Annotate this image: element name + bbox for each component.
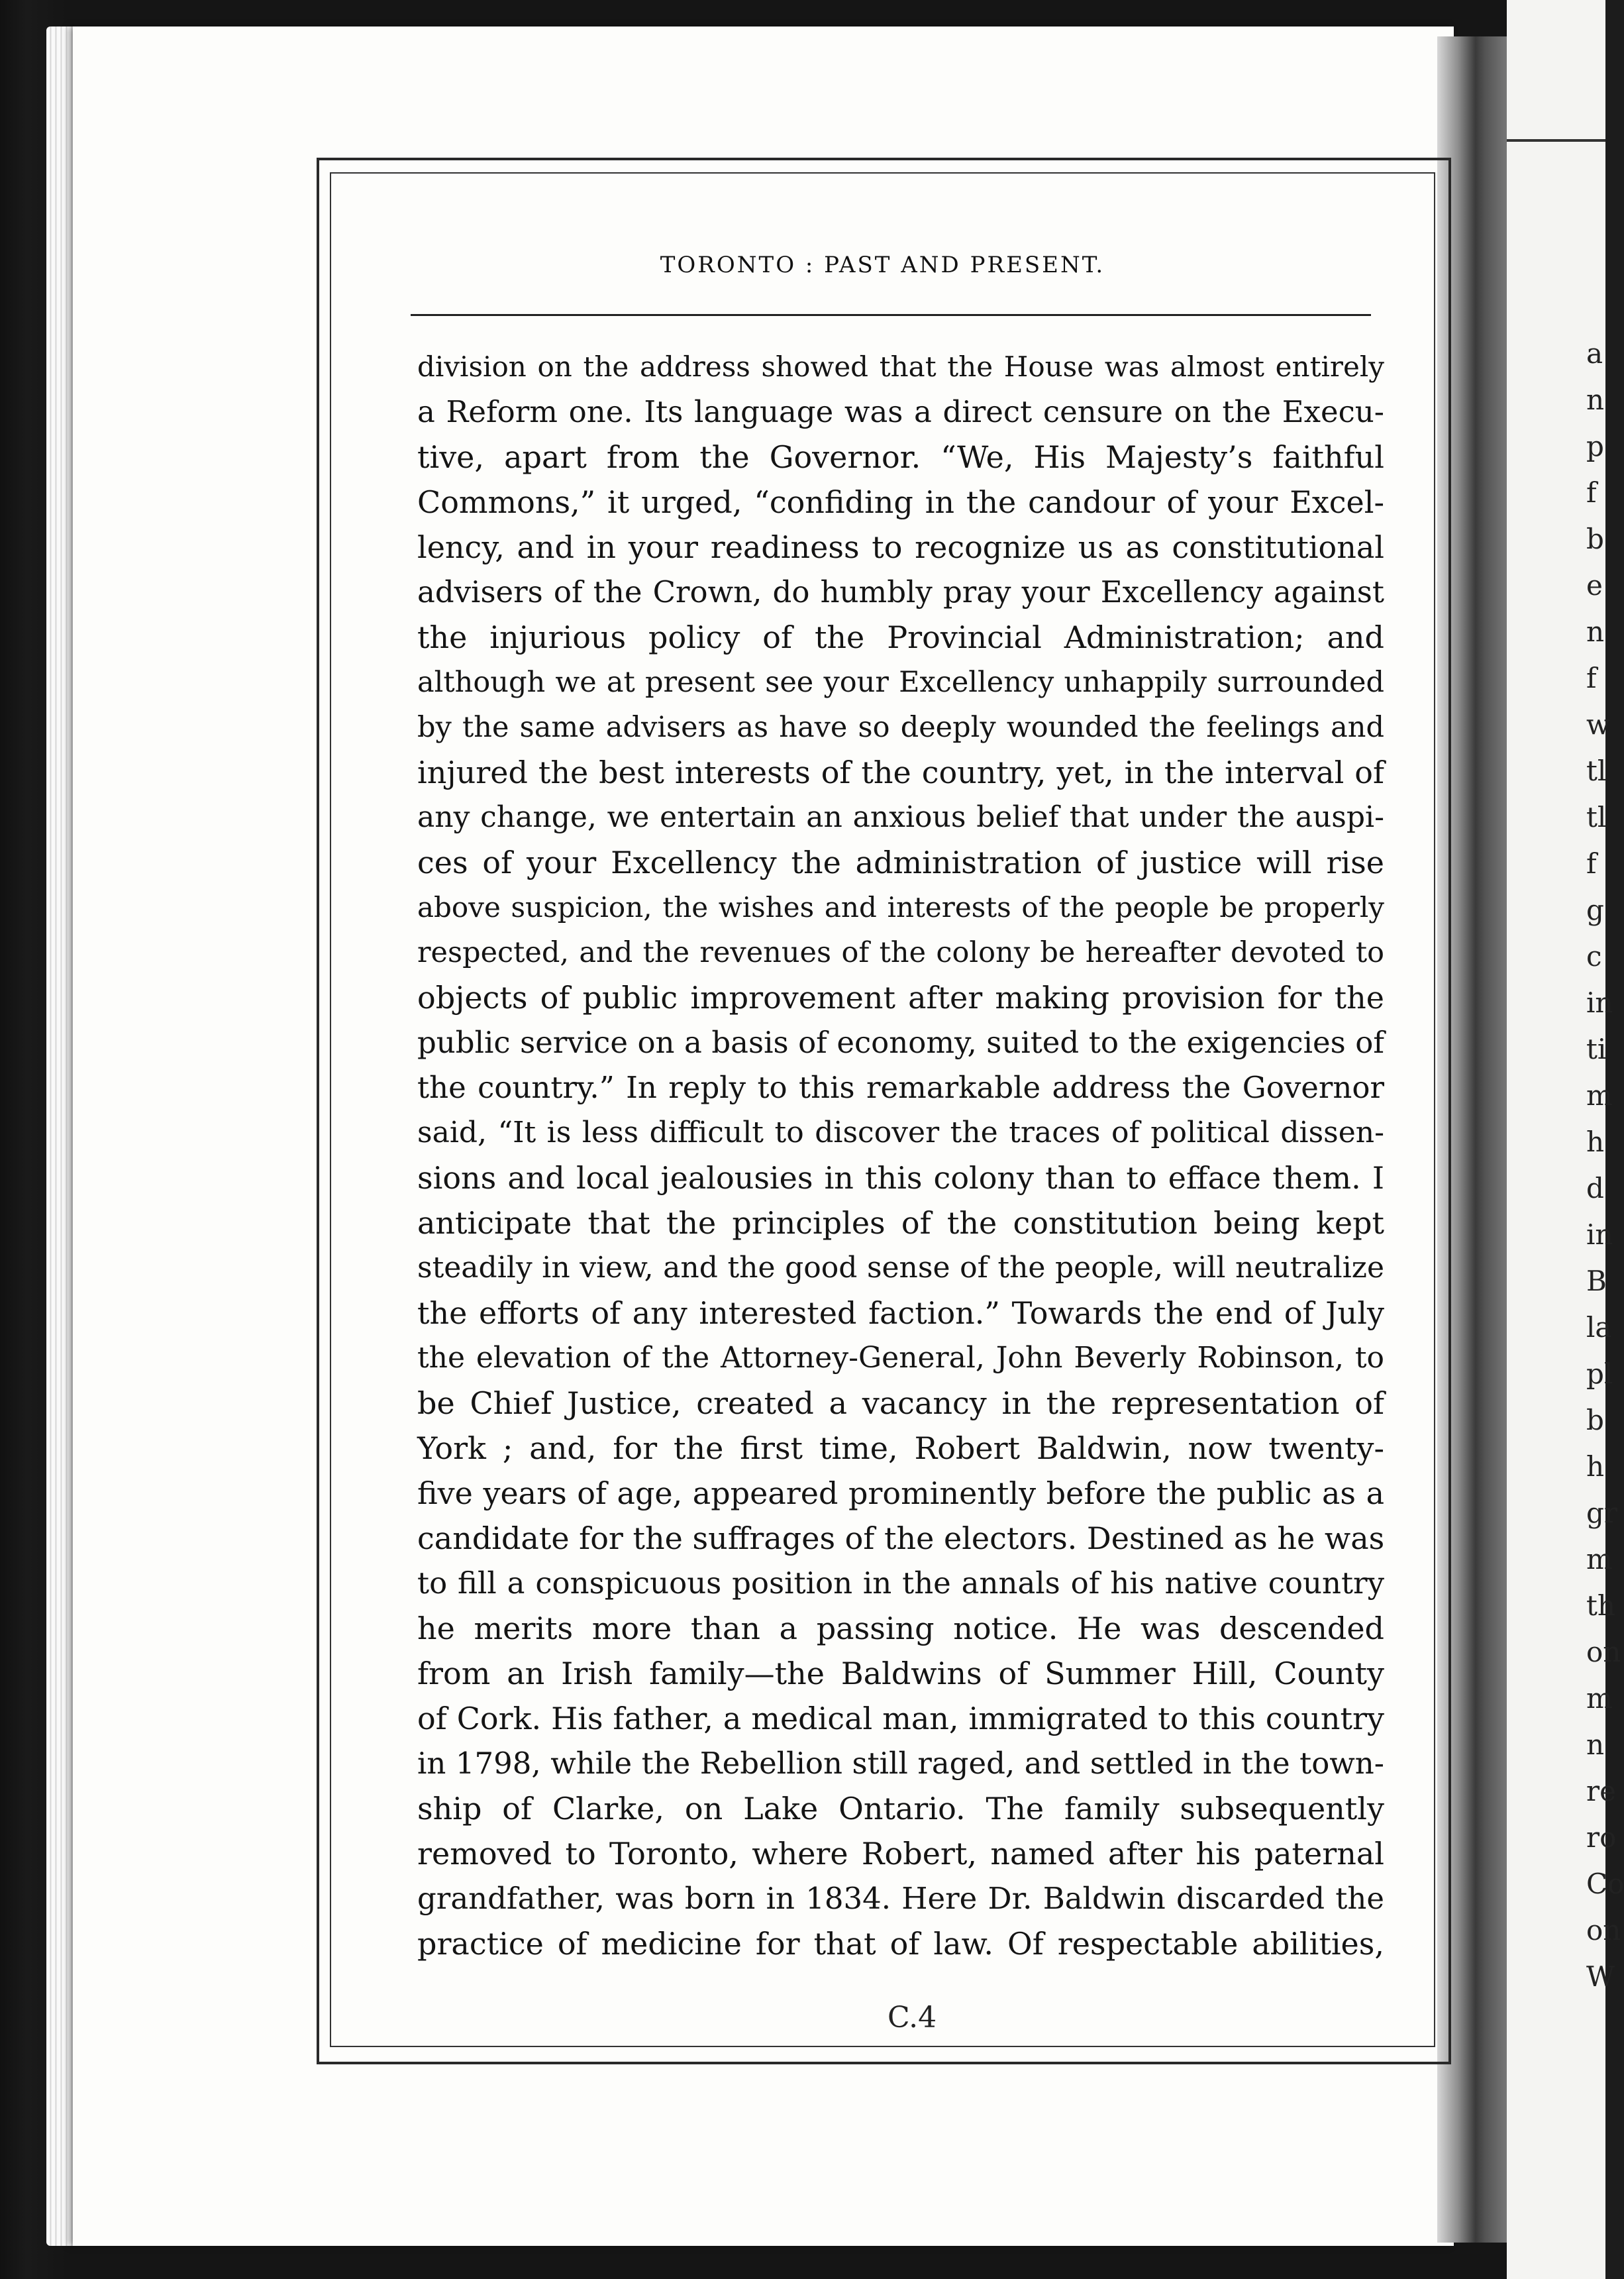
facing-page-fragment: m — [1586, 1543, 1613, 1575]
facing-page-fragment: B — [1586, 1265, 1607, 1297]
text-line: ship of Clarke, on Lake Ontario. The family subsequently — [417, 1791, 1384, 1827]
text-line: steadily in view, and the good sense of the people, will neutralize — [417, 1251, 1384, 1285]
facing-page-fragment: in — [1586, 986, 1613, 1019]
facing-page-fragment: n — [1586, 1728, 1605, 1761]
facing-page-fragment: th — [1586, 1589, 1615, 1622]
facing-page-fragment: f — [1586, 476, 1597, 509]
facing-page-fragment: pl — [1586, 1357, 1613, 1390]
facing-page-fragment: g — [1586, 894, 1604, 926]
text-line: injured the best interests of the country, yet, in the interval of — [417, 755, 1384, 790]
facing-page-fragment: h — [1586, 1450, 1605, 1483]
text-line: by the same advisers as have so deeply wounded the feelings and — [417, 711, 1384, 744]
facing-page-fragment: tl — [1586, 755, 1607, 787]
text-line: to fill a conspicuous position in the annals of his native country — [417, 1565, 1384, 1601]
page-number: C.4 — [888, 2001, 937, 2035]
text-line: tive, apart from the Governor. “We, His Majesty’s faithful — [417, 439, 1384, 475]
facing-page-fragment: w — [1586, 708, 1610, 741]
facing-page-fragment: on — [1586, 1914, 1621, 1946]
facing-page-fragment: d — [1586, 1172, 1604, 1204]
text-line: sions and local jealousies in this colony than to efface them. I — [417, 1160, 1384, 1196]
facing-page-fragment: Co — [1586, 1868, 1624, 1900]
facing-page-fragment: b — [1586, 1404, 1604, 1436]
facing-page-text — [1586, 331, 1624, 2001]
facing-page-fragment: ro — [1586, 1821, 1617, 1854]
text-line: division on the address showed that the House was almost entirely — [417, 350, 1384, 383]
text-line: a Reform one. Its language was a direct censure on the Execu- — [417, 394, 1384, 429]
text-line: said, “It is less difficult to discover the traces of political dissen- — [417, 1116, 1384, 1149]
facing-page-fragment: gr — [1586, 1497, 1617, 1529]
facing-page-fragment: n — [1586, 384, 1605, 416]
text-line: public service on a basis of economy, suited to the exigencies of — [417, 1025, 1384, 1060]
text-line: the country.” In reply to this remarkable address the Governor — [417, 1070, 1384, 1105]
text-line: the efforts of any interested faction.” Towards the end of July — [417, 1295, 1384, 1331]
text-line: respected, and the revenues of the colony be hereafter devoted to — [417, 936, 1384, 969]
facing-page-fragment: p — [1586, 430, 1604, 462]
facing-page-fragment: a — [1586, 337, 1603, 370]
text-line: five years of age, appeared prominently before the public as a — [417, 1475, 1384, 1511]
text-line: anticipate that the principles of the constitution being kept — [417, 1205, 1384, 1241]
facing-page-fragment: re — [1586, 1775, 1616, 1807]
facing-page-fragment: h — [1586, 1126, 1605, 1158]
facing-page-rule — [1507, 139, 1605, 142]
text-line: he merits more than a passing notice. He was descended — [417, 1611, 1384, 1646]
text-line: removed to Toronto, where Robert, named after his paternal — [417, 1836, 1384, 1872]
text-line: Commons,” it urged, “confiding in the candour of your Excel- — [417, 484, 1384, 520]
running-head: TORONTO : PAST AND PRESENT. — [660, 252, 1105, 278]
text-line: of Cork. His father, a medical man, immigrated to this country — [417, 1701, 1384, 1736]
text-line: grandfather, was born in 1834. Here Dr. Baldwin discarded the — [417, 1881, 1384, 1916]
text-line: in 1798, while the Rebellion still raged, and settled in the town- — [417, 1746, 1384, 1781]
text-line: although we at present see your Excellency unhappily surrounded — [417, 666, 1384, 699]
facing-page-fragment: tl — [1586, 801, 1607, 833]
facing-page-fragment: e — [1586, 569, 1603, 602]
text-line: the injurious policy of the Provincial Administration; and — [417, 619, 1384, 655]
text-line: ces of your Excellency the administration of justice will rise — [417, 845, 1384, 880]
text-line: advisers of the Crown, do humbly pray your Excellency against — [417, 574, 1384, 610]
facing-page-fragment: c — [1586, 940, 1602, 973]
facing-page-fragment: f — [1586, 662, 1597, 694]
facing-page-fragment: m — [1586, 1682, 1613, 1715]
facing-page-fragment: la — [1586, 1311, 1612, 1344]
facing-page-fragment: in — [1586, 1218, 1613, 1251]
facing-page-fragment: m — [1586, 1079, 1613, 1112]
text-line: lency, and in your readiness to recognize us as constitutional — [417, 529, 1384, 565]
running-head-rule — [411, 314, 1371, 316]
text-line: practice of medicine for that of law. Of respectable abilities, — [417, 1926, 1384, 1962]
text-line: above suspicion, the wishes and interests of the people be properly — [417, 891, 1384, 924]
text-line: candidate for the suffrages of the electors. Destined as he was — [417, 1520, 1385, 1556]
facing-page-fragment: W — [1586, 1960, 1615, 1993]
text-line: objects of public improvement after making provision for the — [417, 980, 1384, 1016]
facing-page-fragment: ti — [1586, 1033, 1607, 1065]
facing-page-fragment: on — [1586, 1636, 1621, 1668]
facing-page-fragment: f — [1586, 847, 1597, 880]
body-text — [417, 344, 1384, 1966]
text-line: York ; and, for the first time, Robert Baldwin, now twenty- — [417, 1430, 1384, 1466]
text-line: be Chief Justice, created a vacancy in the representation of — [417, 1385, 1384, 1421]
text-line: from an Irish family—the Baldwins of Summer Hill, County — [417, 1656, 1384, 1691]
facing-page-fragment: n — [1586, 615, 1605, 648]
text-line: the elevation of the Attorney-General, John Beverly Robinson, to — [417, 1341, 1384, 1375]
facing-page-fragment: b — [1586, 523, 1604, 555]
text-line: any change, we entertain an anxious belief that under the auspi- — [417, 800, 1384, 834]
